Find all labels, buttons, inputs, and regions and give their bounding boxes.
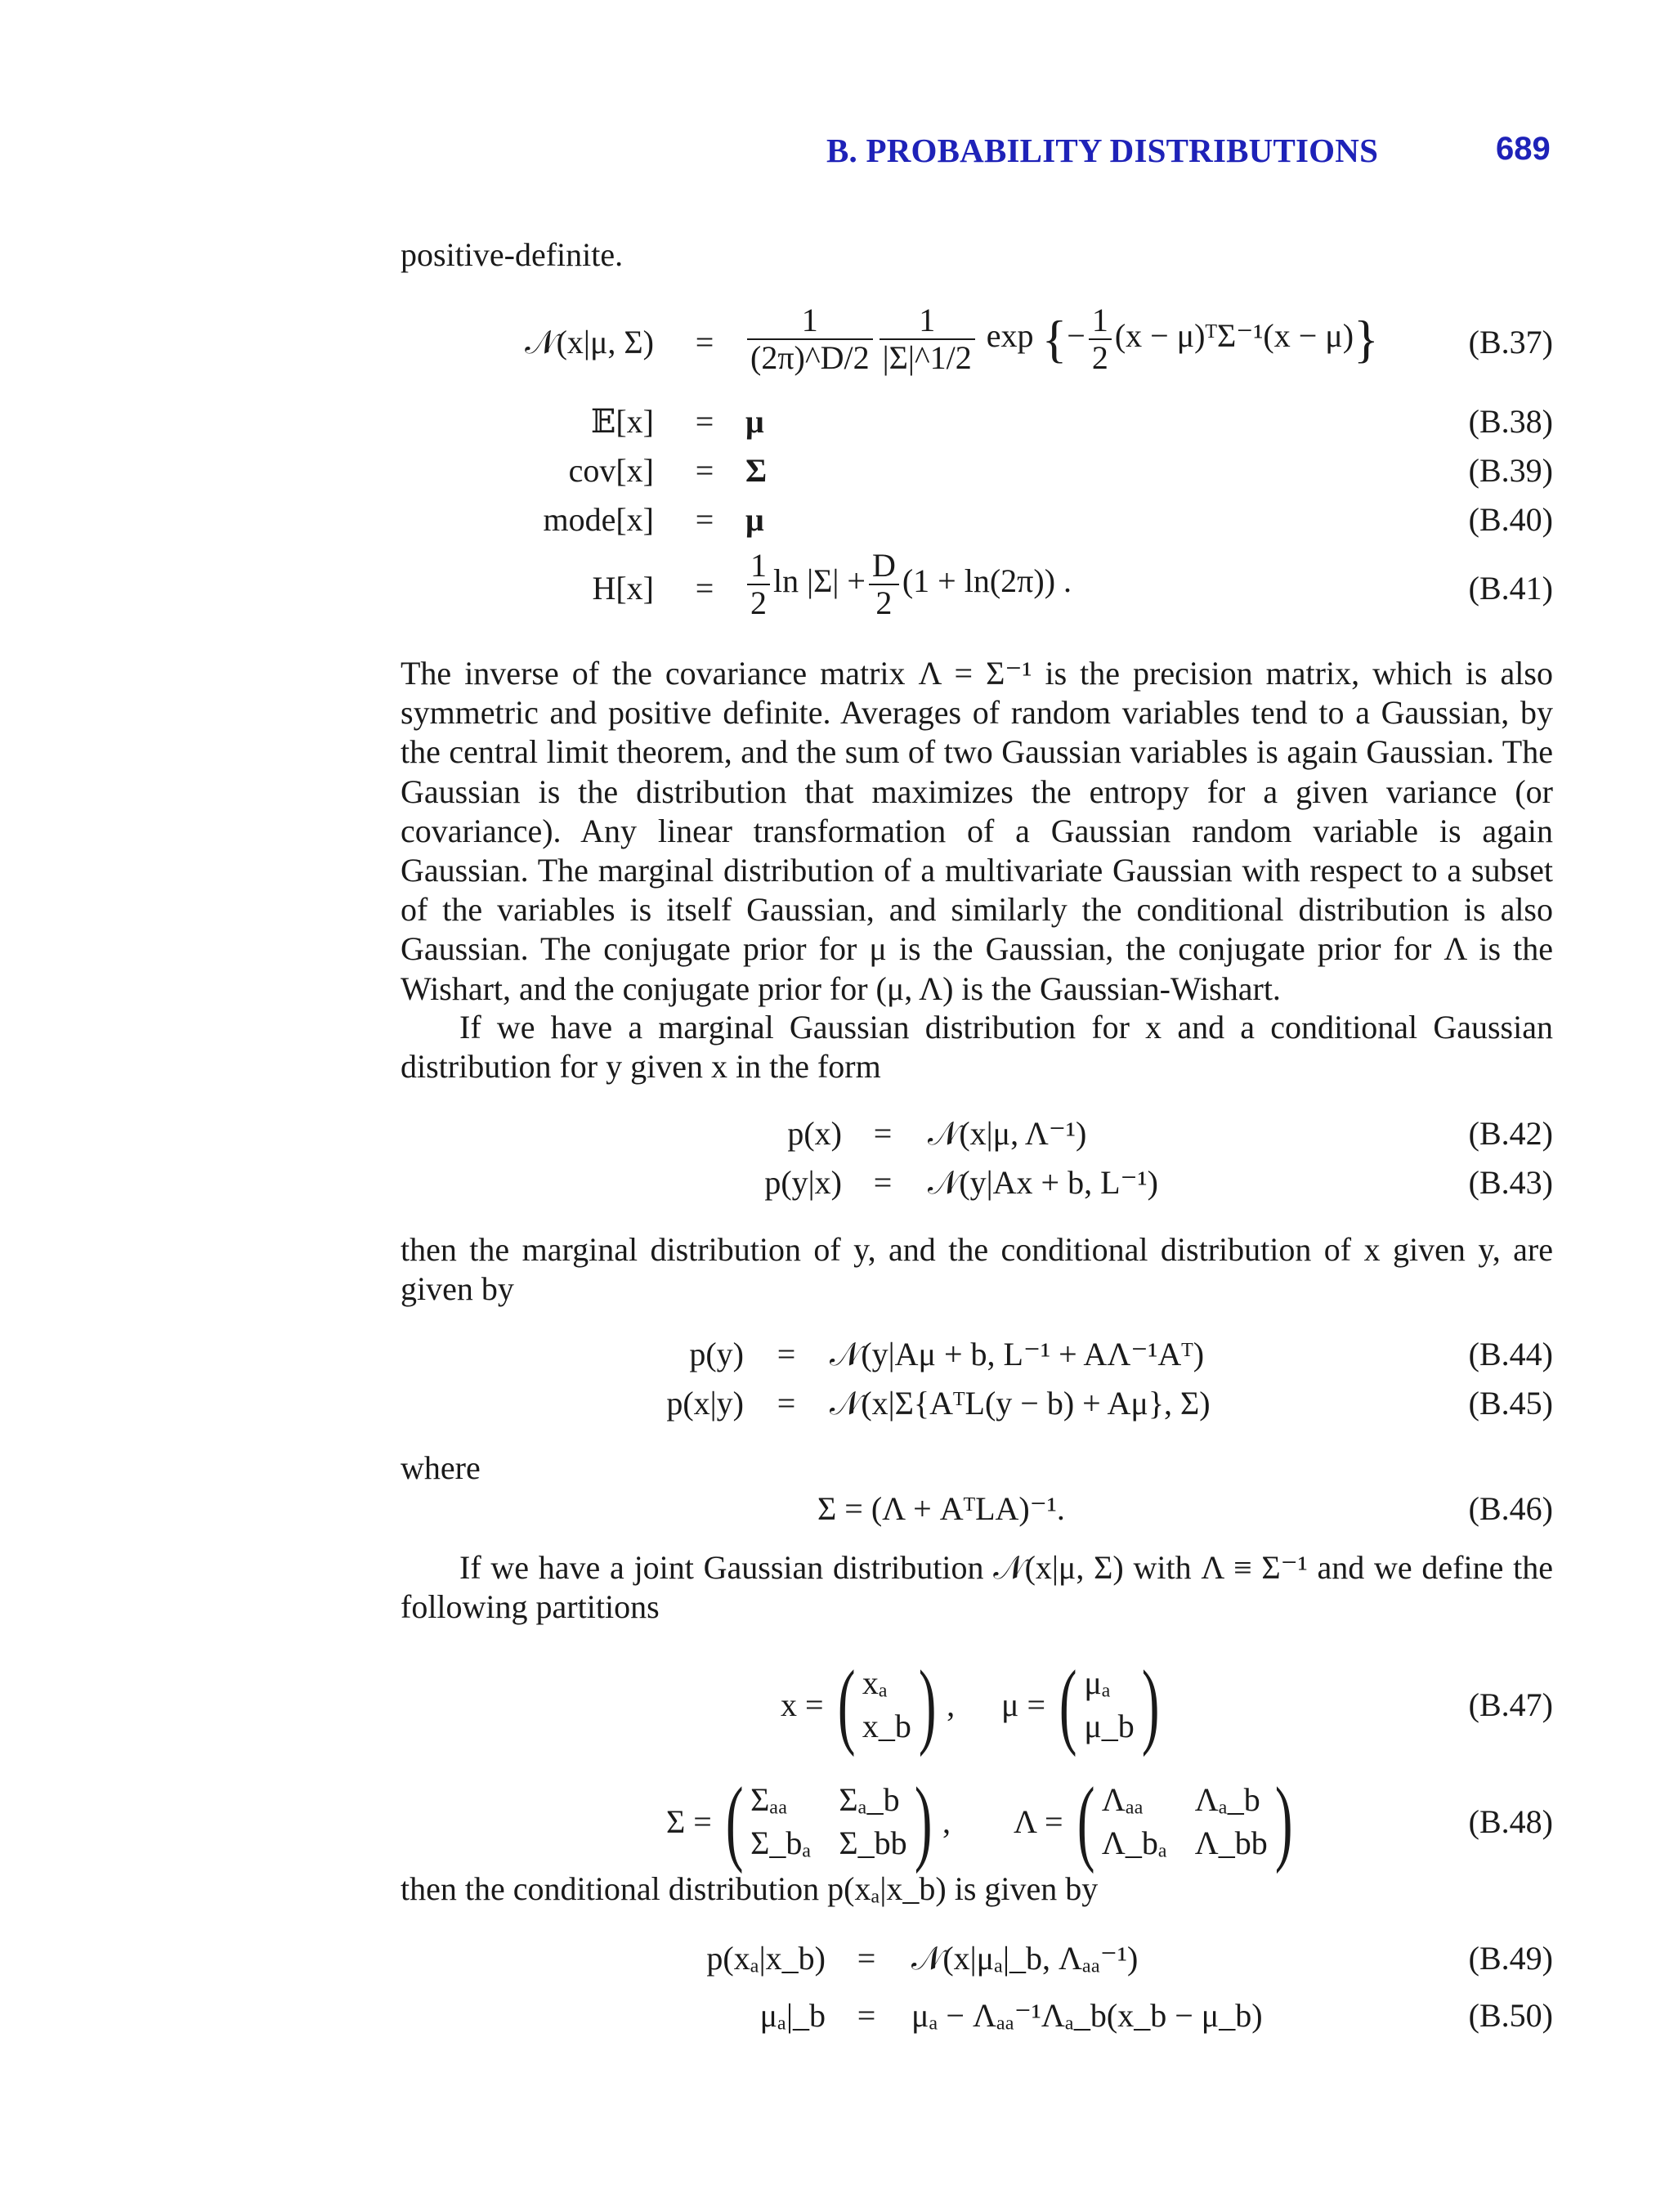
running-header: B. PROBABILITY DISTRIBUTIONS: [826, 132, 1379, 169]
b44-rhs: 𝒩(y|Aμ + b, L⁻¹ + AΛ⁻¹Aᵀ): [830, 1336, 1205, 1372]
b48-lambda: Λ = ( Λₐₐ Λₐ_b Λ_bₐ Λ_bb ): [1014, 1768, 1300, 1874]
b40-number: (B.40): [1468, 501, 1553, 538]
b49-equals: =: [857, 1940, 876, 1977]
b46-number: (B.46): [1468, 1490, 1553, 1527]
b37-frac1: $\frac{1}{(2\pi)\^{}D/2}$: [747, 302, 873, 376]
b37-lhs: 𝒩(x|μ, Σ): [525, 324, 654, 360]
b47-x: x = ( xₐ x_b ) ,: [781, 1650, 956, 1758]
b37-half: $\frac{1}{2}$: [1089, 302, 1112, 376]
b42-rhs: 𝒩(x|μ, Λ⁻¹): [928, 1115, 1087, 1152]
b37-body: (x − μ)ᵀΣ⁻¹(x − μ): [1114, 317, 1354, 355]
b49-number: (B.49): [1468, 1940, 1553, 1977]
b47-x-vector: ( xₐ x_b ): [837, 1650, 937, 1758]
b45-rhs: 𝒩(x|Σ{AᵀL(y − b) + Aμ}, Σ): [830, 1385, 1211, 1422]
b45-equals: =: [777, 1385, 796, 1422]
b37-number: (B.37): [1468, 324, 1553, 360]
b50-rhs: μₐ − Λₐₐ⁻¹Λₐ_b(x_b − μ_b): [911, 1997, 1263, 2034]
b50-lhs: μₐ|_b: [759, 1997, 826, 2034]
paragraph-conditional: then the marginal distribution of y, and the conditional distribution of x given y, are given by: [401, 1231, 1553, 1308]
b41-rhs: $\frac{1}{2}$ ln |Σ| + $\frac{D}{2}$ (1 + ln(2π)) .: [744, 548, 1072, 621]
b37-frac2: $\frac{1}{|\Sigma|\^{}1/2}$: [880, 302, 975, 376]
b39-equals: =: [695, 452, 714, 489]
b41-equals: =: [695, 570, 714, 607]
b44-equals: =: [777, 1336, 796, 1372]
b48-sigma: Σ = ( Σₐₐ Σₐ_b Σ_bₐ Σ_bb ) ,: [666, 1767, 951, 1874]
b38-equals: =: [695, 403, 714, 440]
b43-lhs: p(y|x): [764, 1164, 842, 1201]
intro-text: positive-definite.: [401, 236, 624, 273]
b39-rhs: Σ: [745, 452, 768, 489]
b49-lhs: p(xₐ|x_b): [706, 1940, 826, 1977]
b47-mu-vector: ( μₐ μ_b ): [1059, 1650, 1160, 1758]
b43-equals: =: [873, 1164, 893, 1201]
b49-rhs: 𝒩(x|μₐ|_b, Λₐₐ⁻¹): [911, 1940, 1139, 1977]
b41-lhs: H[x]: [592, 570, 654, 607]
page-number: 689: [1496, 131, 1551, 167]
paragraph-partitions: If we have a joint Gaussian distribution 𝒩(x|μ, Σ) with Λ ≡ Σ⁻¹ and we define the following partitions: [401, 1549, 1553, 1626]
b38-lhs: 𝔼[x]: [590, 403, 654, 440]
b42-lhs: p(x): [787, 1115, 842, 1152]
b44-number: (B.44): [1468, 1336, 1553, 1372]
b47-number: (B.47): [1468, 1686, 1553, 1723]
b39-lhs: cov[x]: [568, 452, 654, 489]
b41-number: (B.41): [1468, 570, 1553, 607]
b45-lhs: p(x|y): [666, 1385, 744, 1422]
b42-equals: =: [873, 1115, 893, 1152]
paragraph-conditional-partition: then the conditional distribution p(xₐ|x_b) is given by: [401, 1870, 1099, 1907]
b43-number: (B.43): [1468, 1164, 1553, 1201]
paragraph-marginal: If we have a marginal Gaussian distribution for x and a conditional Gaussian distribution for y given x in the form: [401, 1009, 1553, 1086]
b37-rhs: $\frac{1}{(2\pi)\^{}D/2}$ $\frac{1}{|\Sigma|\^{}1/2}$ exp {− $\frac{1}{2}$ (x − μ)ᵀΣ⁻¹(x − μ)}: [744, 302, 1379, 376]
b43-rhs: 𝒩(y|Ax + b, L⁻¹): [928, 1164, 1158, 1201]
b38-number: (B.38): [1468, 403, 1553, 440]
where-text: where: [401, 1449, 481, 1486]
b50-number: (B.50): [1468, 1997, 1553, 2034]
b47-mu: μ = ( μₐ μ_b ): [1001, 1651, 1166, 1758]
b40-lhs: mode[x]: [543, 501, 654, 538]
paragraph-precision: The inverse of the covariance matrix Λ = Σ⁻¹ is the precision matrix, which is also symmetric and positive definite. Averages of random variables tend to a Gaussian, by the central limit theorem, and the sum of two Gaussian variables is again Gaussian. The Gaussian is the distribution that maximizes the entropy for a given variance (or covariance). Any linear transformation of a Gaussian random variable is again Gaussian. The marginal distribution of a multivariate Gaussian with respect to a subset of the variables is itself Gaussian, and similarly the conditional distribution is also Gaussian. The conjugate prior for μ is the Gaussian, the conjugate prior for Λ is the Wishart, and the conjugate prior for (μ, Λ) is the Gaussian-Wishart.: [401, 655, 1553, 1007]
b40-rhs: μ: [745, 501, 764, 538]
b38-rhs: μ: [745, 403, 764, 440]
b50-equals: =: [857, 1997, 876, 2034]
b37-equals: =: [695, 324, 714, 360]
b46-body: Σ = (Λ + AᵀLA)⁻¹.: [817, 1490, 1065, 1527]
b48-lambda-matrix: ( Λₐₐ Λₐ_b Λ_bₐ Λ_bb ): [1076, 1767, 1293, 1874]
b42-number: (B.42): [1468, 1115, 1553, 1152]
b40-equals: =: [695, 501, 714, 538]
b48-sigma-matrix: ( Σₐₐ Σₐ_b Σ_bₐ Σ_bb ): [725, 1767, 933, 1874]
b39-number: (B.39): [1468, 452, 1553, 489]
b37-exp: exp: [986, 317, 1034, 355]
b48-number: (B.48): [1468, 1803, 1553, 1840]
b45-number: (B.45): [1468, 1385, 1553, 1422]
b44-lhs: p(y): [689, 1336, 744, 1372]
